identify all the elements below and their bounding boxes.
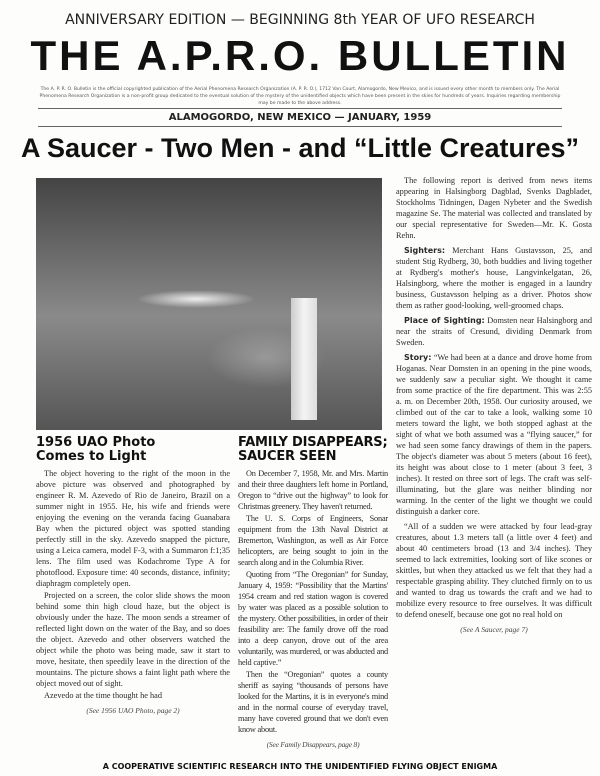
section-label: Story:: [404, 353, 432, 362]
article-title: 1956 UAO Photo Comes to Light: [36, 435, 156, 464]
moon-glow: [136, 290, 256, 308]
article-family-disappears: [238, 436, 388, 750]
section-label: Sighters:: [404, 246, 446, 255]
continued-link[interactable]: (See Family Disappears, page 8): [266, 740, 360, 749]
section-text: Domsten near Halsingborg and near the straits of Cresund, dividing Denmark from Sweden.: [396, 316, 592, 347]
paragraph: “All of a sudden we were attacked by four lead-gray creatures, about 1.3 meters tall (a little over 4 feet) and about 40 centimeters broad (13 and 3/4 inches). They seemed to lack extremities, looking sort of like scones or skittles, but when they attacked us we felt that they had a respectable grasping ability. They clutched firmly on to us and wanted to drag us towards the craft and we had to mobilize every resource to free ourselves. It was difficult to defend oneself, because one got no real hold on: [396, 522, 592, 619]
section-text: Merchant Hans Gustavsson, 25, and student Stig Rydberg, 30, both buddies and living together at Rydberg's mother's house, Langvinkelgatan, 26, Halsingborg, where the mother is engaged in a laundry business, Gustavsson helping as a driver. Photos show them as rather good-looking, well-groomed chaps.: [396, 246, 592, 310]
object-light: [291, 298, 317, 420]
masthead: THE A.P.R.O. BULLETIN: [30, 32, 570, 79]
paragraph: Then the “Oregonian” quotes a county sheriff as saying “thousands of persons have looked for the Martins, it is in everyone's mind and in the normal course of everyday travel, many have covered ground that we don't even know about.: [238, 670, 388, 734]
dateline: ALAMOGORDO, NEW MEXICO — JANUARY, 1959: [168, 112, 432, 123]
edition-line: ANNIVERSARY EDITION — BEGINNING 8th YEAR OF UFO RESEARCH: [65, 12, 535, 28]
article-ufo-photo: [36, 436, 230, 716]
headline-row: [0, 132, 600, 174]
paragraph: [396, 245, 592, 311]
publication-blurb: The A. P. R. O. Bulletin is the official copyrighted publication of the Aerial Phenomena Research Organization (A. P. R. O.), 1712 Van Court, Alamogordo, New Mexico, and is issued every other month to members only. The Aerial Phenomena Research Organization is a non-profit group dedicated to the eventual solution of the mystery of the unidentified objects which have been present in the skies for hundreds of years. Inquiries regarding membership may be made to the above address.: [39, 87, 561, 106]
divider: [38, 108, 562, 109]
footer-banner: A COOPERATIVE SCIENTIFIC RESEARCH INTO THE UNIDENTIFIED FLYING OBJECT ENIGMA: [102, 762, 498, 771]
paragraph: Azevedo at the time thought he had: [44, 691, 162, 700]
section-text: “We had been at a dance and drove home from Hoganas. Near Domsten in an opening in the pine woods, we suddenly saw a peculiar sight. We thought it came from some practice of the fire department. This was 2:55 a. m. on December 20th, 1958. Our curiosity aroused, we climbed out of the car to take a look, walking some 10 meters toward the light, we both stopped aghast at the sight of what we both assumed was a “flying saucer,” for we had seen some fancy drawings of them in the papers. The object's diameter was about 5 meters (about 16 feet), its height was about close to 1 meter (about 3 feet, 3 inches). It rested on three sort of legs. The craft was self-illuminating, but the glare was neither blinding nor warming. In the center of the light we thought we could distinguish a darker core.: [396, 353, 592, 516]
article-title: FAMILY DISAPPEARS; SAUCER SEEN: [238, 435, 388, 464]
paragraph: The object hovering to the right of the moon in the above picture was observed and photographed by engineer R. M. Azevedo of Rio de Janeiro, Brazil on a summer night in 1955. He, his wife and friends were enjoying the evening on the veranda facing Guanabara Bay when the pictured object was spotted standing perfectly still in the sky. Azevedo snapped the picture, using a Leica camera, model F-3, with a Summaron f:1;35 lens. The film used was Kodachrome Type A for photoflood. Exposure time: 40 seconds, distance, infinity; diaphragm completely open.: [36, 469, 230, 588]
paragraph: The U. S. Corps of Engineers, Sonar equipment from the 13th Naval District at Bremerton, Washington, as well as Air Force helicopters, are being sought to join in the search along and in the Columbia River.: [238, 514, 388, 567]
article-saucer: [396, 175, 592, 635]
paragraph: The following report is derived from news items appearing in Halsingborg Dagblad, Svenks Dagbladet, Stockholms Tidningen, Dagen Nybeter and the Swedish magazine Se. The material was collected and translated by our special representative for Sweden—Mr. K. Gosta Rehn.: [396, 176, 592, 240]
masthead-row: [0, 32, 600, 91]
headline: A Saucer - Two Men - and “Little Creatures”: [20, 133, 580, 163]
continued-link[interactable]: (See A Saucer, page 7): [460, 625, 528, 634]
paragraph: Projected on a screen, the color slide shows the moon behind some thin high cloud haze, but the object is obviously under the haze. The moon sends a streamer of reflected light down on the water of the Bay, and so does the object. Azevedo and other observers watched the object while the photo was being made, saw it start to move, hesitate, then speedily leave in the direction of the mountains. The picture shows a faint light path where the object moved out of sight.: [36, 591, 230, 688]
ufo-photo: [36, 178, 382, 430]
divider: [38, 126, 562, 127]
continued-link[interactable]: (See 1956 UAO Photo, page 2): [86, 706, 180, 715]
paragraph: On December 7, 1958, Mr. and Mrs. Martin and their three daughters left home in Portland, Oregon to “drive out the highway” to look for Christmas greenery. They haven't returned.: [238, 469, 388, 511]
paragraph: [396, 315, 592, 348]
section-label: Place of Sighting:: [404, 316, 485, 325]
paragraph: Quoting from “The Oregonian” for Sunday, January 4, 1959: “Possibility that the Martins' 1954 cream and red station wagon is covered by water was placed as a possible solution to the mystery. Other possibilities, in order of their feasibility are: The family drove off the road into a deep canyon, drove out of the area voluntarily, was murdered, or was abducted and held captive.”: [238, 570, 388, 667]
paragraph: [396, 352, 592, 517]
